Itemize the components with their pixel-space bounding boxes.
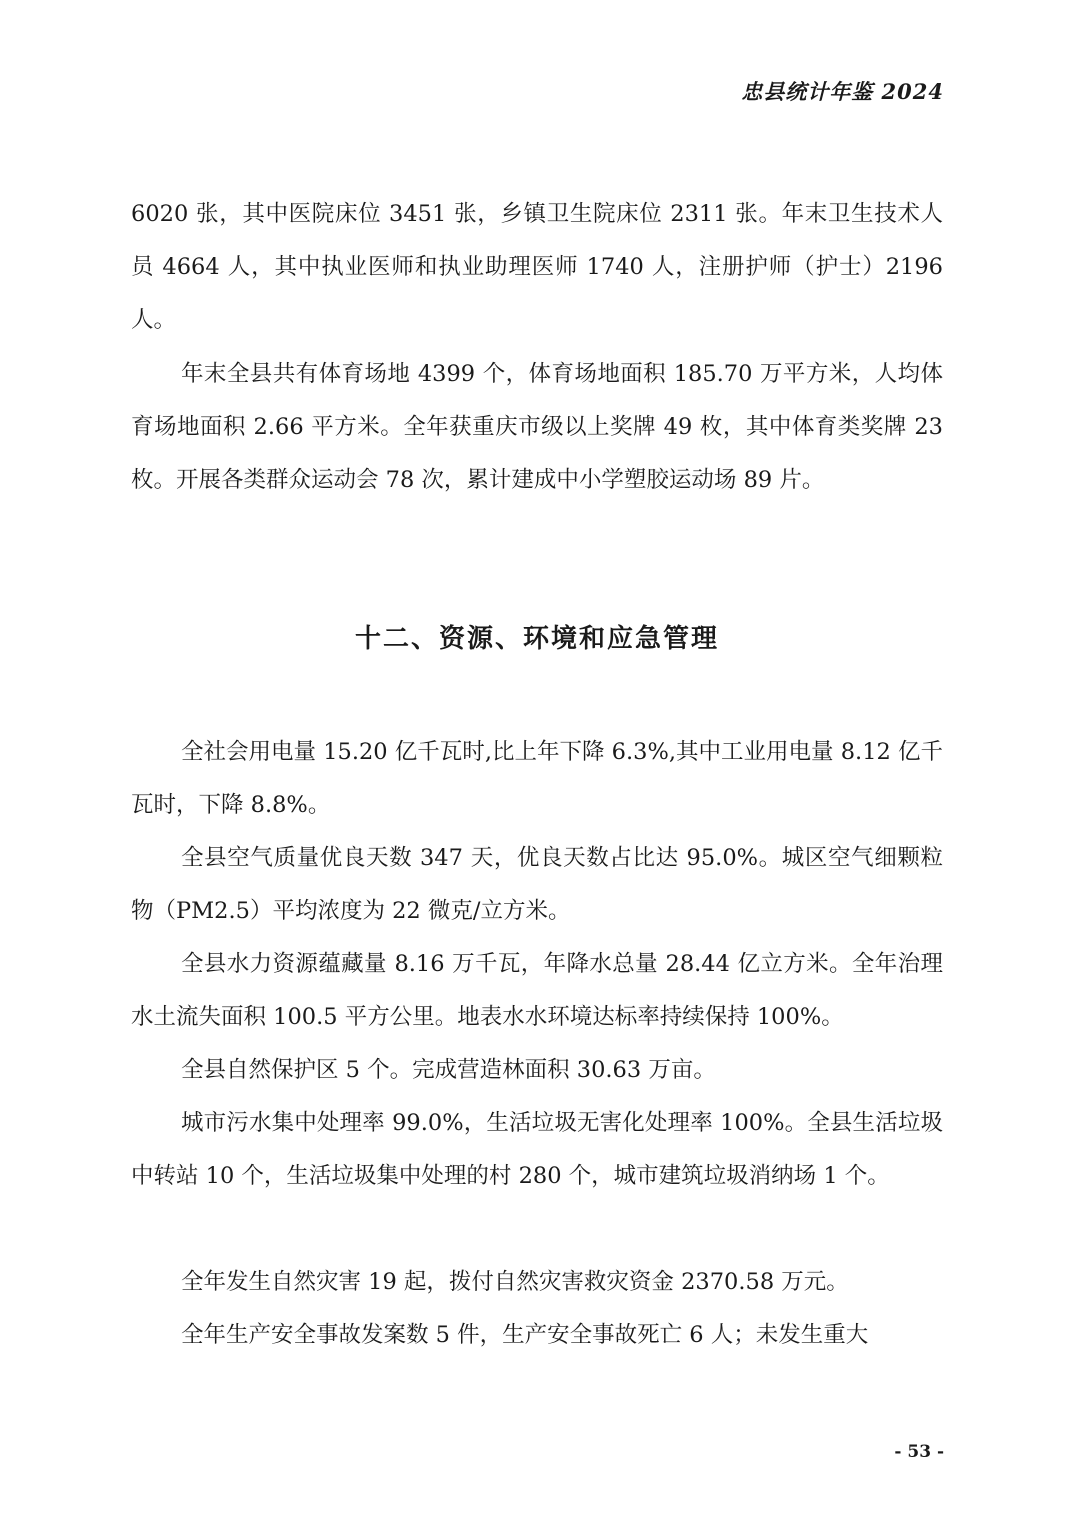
paragraph-health-resources: 6020 张，其中医院床位 3451 张，乡镇卫生院床位 2311 张。年末卫生技术人员 4664 人，其中执业医师和执业助理医师 1740 人，注册护师（护士）2196 人。 (131, 201, 943, 333)
paragraph-electricity: 全社会用电量 15.20 亿千瓦时,比上年下降 6.3%,其中工业用电量 8.12 亿千瓦时，下降 8.8%。 (131, 739, 943, 818)
paragraph-waste-treatment: 城市污水集中处理率 99.0%，生活垃圾无害化处理率 100%。全县生活垃圾中转站 10 个，生活垃圾集中处理的村 280 个，城市建筑垃圾消纳场 1 个。 (131, 1110, 943, 1189)
paragraph-natural-disasters: 全年发生自然灾害 19 起，拨付自然灾害救灾资金 2370.58 万元。 (181, 1269, 849, 1295)
paragraph-water-resources: 全县水力资源蕴藏量 8.16 万千瓦，年降水总量 28.44 亿立方米。全年治理水土流失面积 100.5 平方公里。地表水水环境达标率持续保持 100%。 (131, 951, 943, 1030)
running-header: 忠县统计年鉴 2024 (741, 79, 944, 104)
section-title: 十二、资源、环境和应急管理 (354, 624, 719, 654)
paragraph-production-safety: 全年生产安全事故发案数 5 件，生产安全事故死亡 6 人；未发生重大 (181, 1322, 869, 1348)
paragraph-air-quality: 全县空气质量优良天数 347 天，优良天数占比达 95.0%。城区空气细颗粒物（PM2.5）平均浓度为 22 微克/立方米。 (131, 845, 943, 924)
paragraph-nature-reserves: 全县自然保护区 5 个。完成营造林面积 30.63 万亩。 (181, 1057, 716, 1083)
paragraph-sports-facilities: 年末全县共有体育场地 4399 个，体育场地面积 185.70 万平方米，人均体育场地面积 2.66 平方米。全年获重庆市级以上奖牌 49 枚，其中体育类奖牌 23 枚。开展各类群众运动会 78 次，累计建成中小学塑胶运动场 89 片。 (131, 361, 943, 493)
page-number: - 53 - (894, 1442, 944, 1462)
